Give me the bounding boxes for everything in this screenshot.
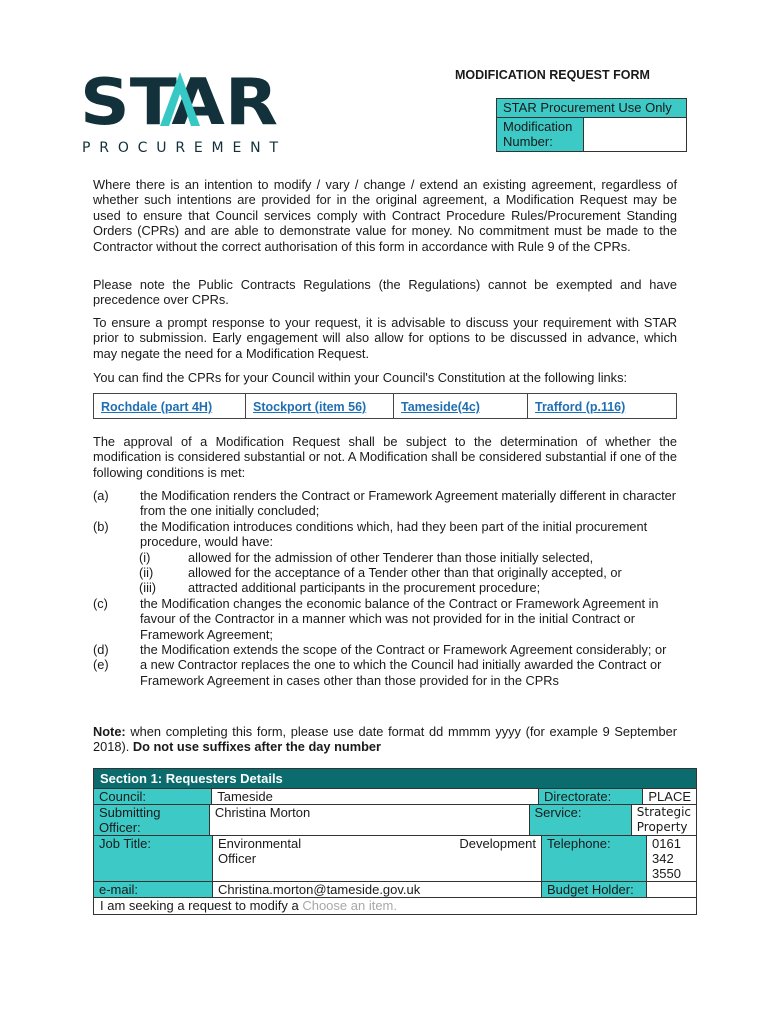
- cpr-links-table: [93, 393, 677, 419]
- directorate-label: Directorate:: [539, 789, 643, 804]
- council-field[interactable]: Tameside: [212, 789, 539, 804]
- approval-paragraph: The approval of a Modification Request shall be subject to the determination of whether the modification is considered substantial or not. A Modification shall be considered substantial if one of the following conditions is met:: [93, 434, 677, 480]
- regulations-paragraph: Please note the Public Contracts Regulations (the Regulations) cannot be exempted and have precedence over CPRs.: [93, 277, 677, 308]
- table-row: [94, 788, 696, 804]
- directorate-field[interactable]: PLACE: [648, 789, 692, 804]
- svg-text:STAR: STAR: [80, 66, 278, 140]
- link-stockport[interactable]: Stockport (item 56): [246, 394, 394, 418]
- telephone-field[interactable]: 0161 342 3550: [652, 836, 681, 881]
- modification-request-row: [94, 897, 696, 914]
- conditions-list: [93, 488, 683, 688]
- svg-text:PROCUREMENT: PROCUREMENT: [82, 140, 278, 156]
- cpr-links-intro: You can find the CPRs for your Council within your Council's Constitution at the following links:: [93, 370, 628, 385]
- submitting-officer-field[interactable]: Christina Morton: [210, 805, 530, 835]
- list-item: (c) the Modification changes the economic balance of the Contract or Framework Agreement in favour of the Contractor in a manner which was not provided for in the initial Contract or Framework Agreement;: [93, 595, 659, 642]
- choose-item-dropdown[interactable]: Choose an item.: [302, 898, 397, 913]
- council-label: Council:: [94, 789, 212, 804]
- table-row: [94, 835, 696, 881]
- section-1-title: Section 1: Requesters Details: [94, 769, 696, 788]
- list-item: (b) the Modification introduces conditions which, had they been part of the initial procurement procedure, would have:: [93, 518, 648, 550]
- link-tameside[interactable]: Tameside(4c): [394, 394, 528, 418]
- budget-holder-field[interactable]: [647, 882, 696, 897]
- submitting-officer-label: Submitting Officer:: [94, 805, 210, 835]
- modification-number-label: Modification Number:: [497, 118, 584, 151]
- service-label: Service:: [530, 805, 632, 835]
- intro-paragraph: Where there is an intention to modify / vary / change / extend an existing agreement, regardless of whether such intentions are provided for in the original agreement, a Modification Request may be used to ensure that Council services comply with Contract Procedure Rules/Procurement Standing Orders (CPRs) and are able to demonstrate value for money. No commitment must be made to the Contractor without the correct authorisation of this form in accordance with Rule 9 of the CPRs.: [93, 177, 677, 254]
- use-only-header: STAR Procurement Use Only: [497, 99, 686, 118]
- email-label: e-mail:: [94, 882, 213, 897]
- prompt-response-paragraph: To ensure a prompt response to your request, it is advisable to discuss your requirement with STAR prior to submission. Early engagement will also allow for options to be discussed in advance, which may negate the need for a Modification Request.: [93, 315, 677, 361]
- sub-list-item: (iii) attracted additional participants in the procurement procedure;: [139, 580, 541, 596]
- list-item: (d) the Modification extends the scope of the Contract or Framework Agreement considerably; or: [93, 642, 667, 658]
- sub-list-item: (ii) allowed for the acceptance of a Tender other than that originally accepted, or: [139, 565, 622, 581]
- table-row: [94, 881, 696, 897]
- section-1-requesters-details: [93, 768, 697, 915]
- email-field[interactable]: Christina.morton@tameside.gov.uk: [213, 882, 542, 897]
- job-title-label: Job Title:: [94, 836, 213, 881]
- modification-number-field[interactable]: [584, 118, 686, 151]
- service-field[interactable]: Strategic Property: [636, 805, 691, 834]
- link-trafford[interactable]: Trafford (p.116): [535, 400, 626, 414]
- job-title-field[interactable]: Environmental Development Officer: [213, 836, 542, 881]
- date-format-note: Note: when completing this form, please use date format dd mmmm yyyy (for example 9 September 2018). Do not use suffixes after the day number: [93, 724, 677, 755]
- list-item: (a) the Modification renders the Contract or Framework Agreement materially different in character from the one initially concluded;: [93, 488, 677, 519]
- list-item: (e) a new Contractor replaces the one to which the Council had initially awarded the Contract or Framework Agreement in cases other than those provided for in the CPRs: [93, 657, 662, 688]
- star-use-only-box: [496, 98, 687, 152]
- request-text: I am seeking a request to modify a: [100, 898, 303, 913]
- telephone-label: Telephone:: [542, 836, 647, 881]
- table-row: [94, 804, 696, 835]
- star-procurement-logo: [80, 66, 290, 158]
- sub-list-item: (i) allowed for the admission of other Tenderer than those initially selected,: [139, 549, 594, 565]
- form-title: MODIFICATION REQUEST FORM: [455, 68, 650, 82]
- link-rochdale[interactable]: Rochdale (part 4H): [94, 394, 246, 418]
- budget-holder-label: Budget Holder:: [542, 882, 647, 897]
